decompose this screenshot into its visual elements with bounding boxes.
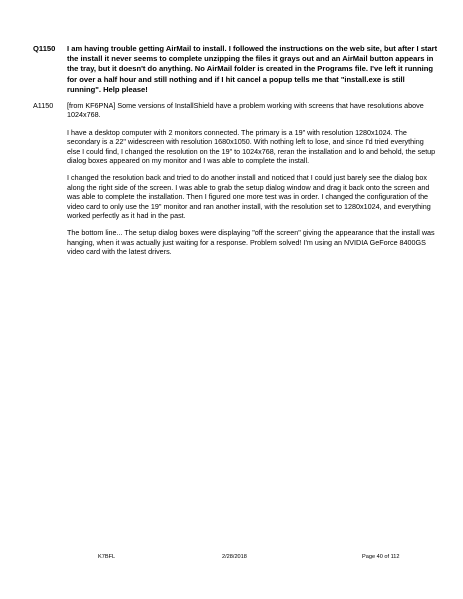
answer-paragraph-2: I changed the resolution back and tried to do another install and noticed that I could just barely see the dialog box along the right side of the screen. I was able to grab the setup dialog window and drag it back onto the screen and was able to complete the installation. Then I figured one more test was in order. I changed the configuration of the video card to only use the 19" monitor and ran another install, with the resolution set to 1280x1024, and everything worked perfectly as it had in the past.: [67, 173, 431, 221]
question-block: [33, 44, 438, 95]
question-text: I am having trouble getting AirMail to install. I followed the instructions on the web site, but after I start the install it never seems to complete unzipping the files it grays out and an AirMail button appears in the tray, but it doesn't do anything. No AirMail folder is created in the Programs file. I've left it running for over a half hour and still nothing and if I hit cancel a popup tells me that "install.exe is still running". Help please!: [67, 44, 438, 94]
question-tag: Q1150: [33, 44, 56, 53]
answer-intro: [from KF6PNA] Some versions of InstallShield have a problem working with screens that have resolutions above 1024x768.: [67, 101, 424, 120]
answer-paragraph-3: The bottom line... The setup dialog boxes were displaying "off the screen" giving the appearance that the install was hanging, when it was actually just waiting for a response. Problem solved! I'm using an NVIDIA GeForce 8400GS video card with the latest drivers.: [67, 228, 435, 257]
footer-page-number: Page 40 of 112: [362, 554, 400, 560]
answer-tag: A1150: [33, 101, 54, 110]
footer-author: K7BFL: [98, 554, 116, 560]
answer-block: [33, 101, 438, 257]
footer-date: 2/28/2018: [222, 554, 247, 560]
answer-paragraph-1: I have a desktop computer with 2 monitors connected. The primary is a 19" with resolution 1280x1024. The secondary is a 22" widescreen with resolution 1680x1050. With nothing left to lose, and since I'd tried everything else I could find, I changed the resolution on the 19" to 1024x768, reran the installation and lo and behold, the setup dialog boxes appeared on my monitor and I was able to complete the install.: [67, 127, 436, 166]
